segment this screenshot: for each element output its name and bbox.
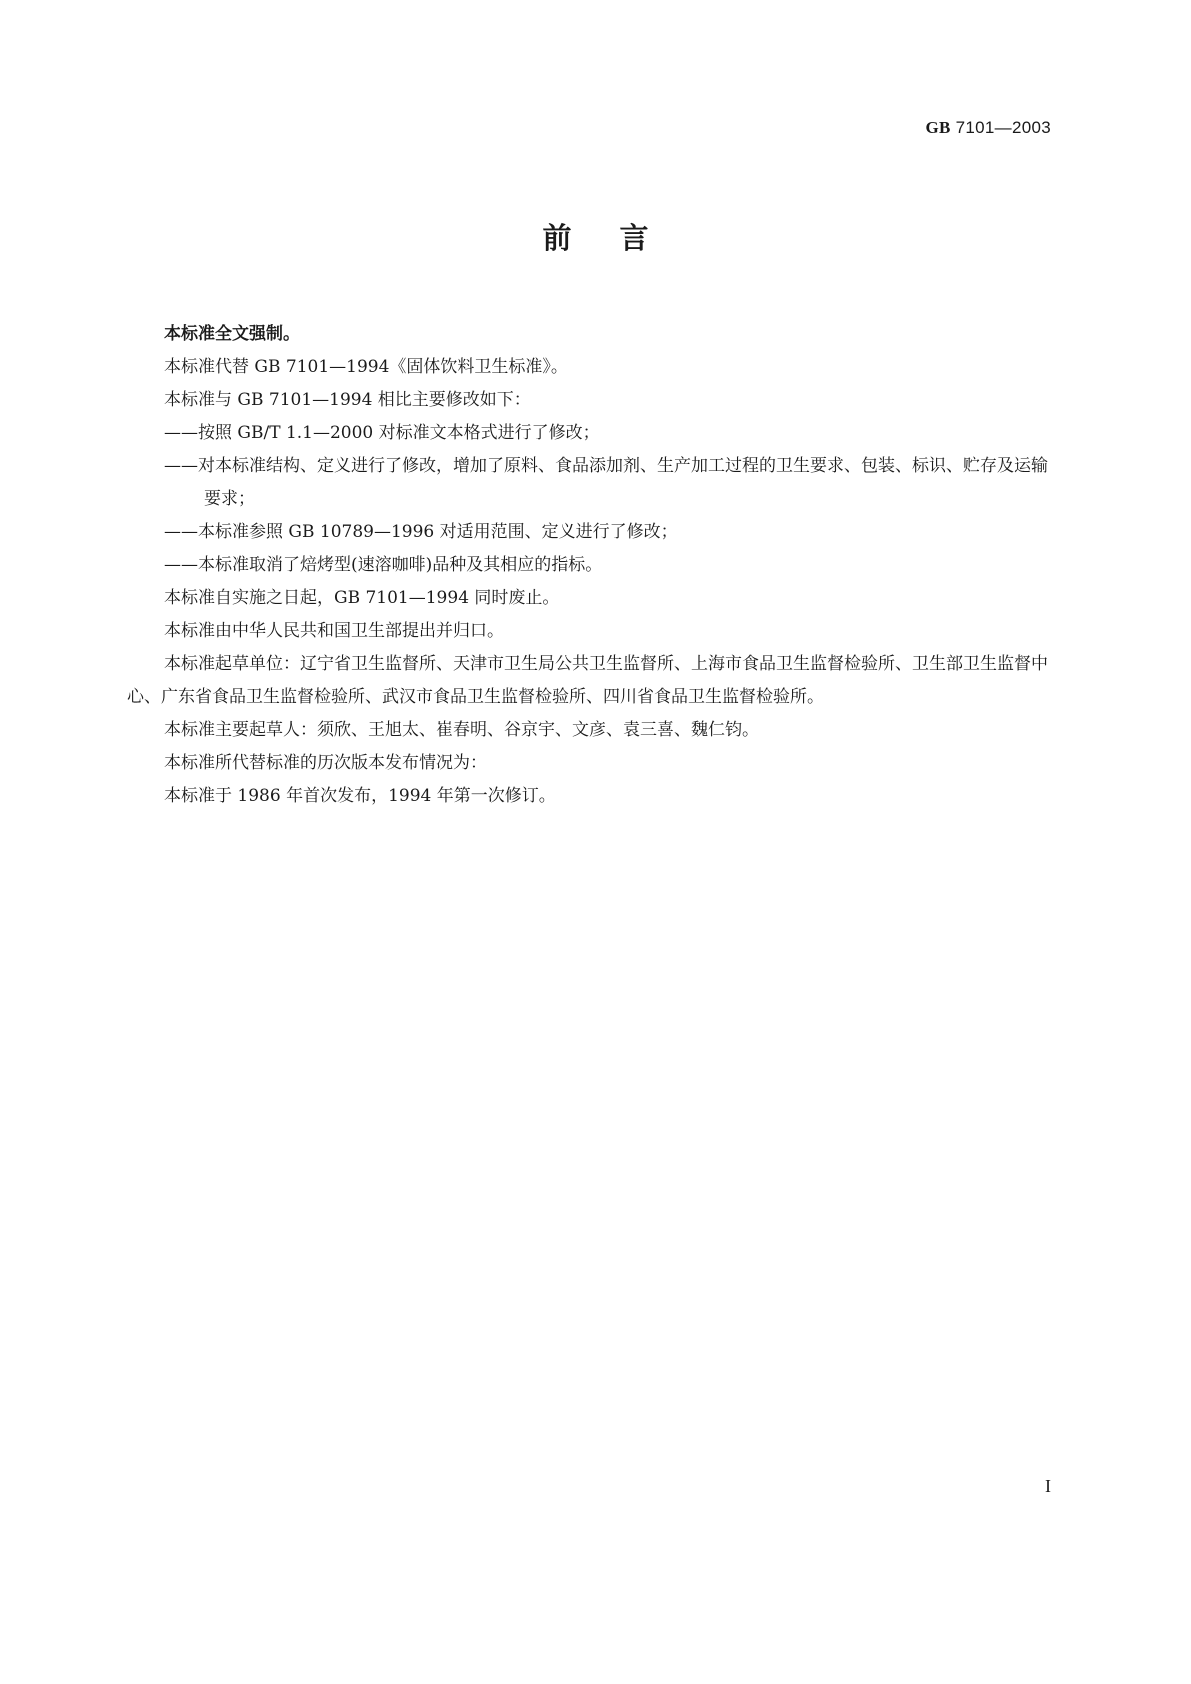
- drafting-units: 本标准起草单位：辽宁省卫生监督所、天津市卫生局公共卫生监督所、上海市食品卫生监督检验所、卫生部卫生监督中心、广东省食品卫生监督检验所、武汉市食品卫生监督检验所、四川省食品卫生监督检验所。: [127, 654, 1048, 707]
- version-history: 本标准于 1986 年首次发布，1994 年第一次修订。: [164, 786, 556, 806]
- replaces-statement: 本标准代替 GB 7101—1994《固体饮料卫生标准》。: [164, 357, 568, 377]
- mandatory-statement: 本标准全文强制。: [164, 324, 300, 344]
- proposer-statement: 本标准由中华人民共和国卫生部提出并归口。: [164, 621, 504, 641]
- standard-code: [925, 118, 1051, 138]
- standard-code-number: 7101—2003: [950, 118, 1051, 137]
- change-item: ——本标准参照 GB 10789—1996 对适用范围、定义进行了修改；: [164, 522, 678, 542]
- version-history-intro: 本标准所代替标准的历次版本发布情况为：: [164, 753, 487, 773]
- page-title: 前言: [542, 221, 697, 255]
- change-item: ——本标准取消了焙烤型(速溶咖啡)品种及其相应的指标。: [164, 555, 603, 575]
- foreword-body: [127, 318, 1063, 813]
- changes-intro: 本标准与 GB 7101—1994 相比主要修改如下：: [164, 390, 531, 410]
- abolish-statement: 本标准自实施之日起，GB 7101—1994 同时废止。: [164, 588, 560, 608]
- standard-code-prefix: GB: [925, 118, 951, 137]
- drafters: 本标准主要起草人：须欣、王旭太、崔春明、谷京宇、文彦、袁三喜、魏仁钧。: [164, 720, 759, 740]
- change-item: ——按照 GB/T 1.1—2000 对标准文本格式进行了修改；: [164, 423, 600, 443]
- change-item: ——对本标准结构、定义进行了修改，增加了原料、食品添加剂、生产加工过程的卫生要求、包装、标识、贮存及运输要求；: [164, 456, 1048, 509]
- page-number: I: [1045, 1476, 1051, 1496]
